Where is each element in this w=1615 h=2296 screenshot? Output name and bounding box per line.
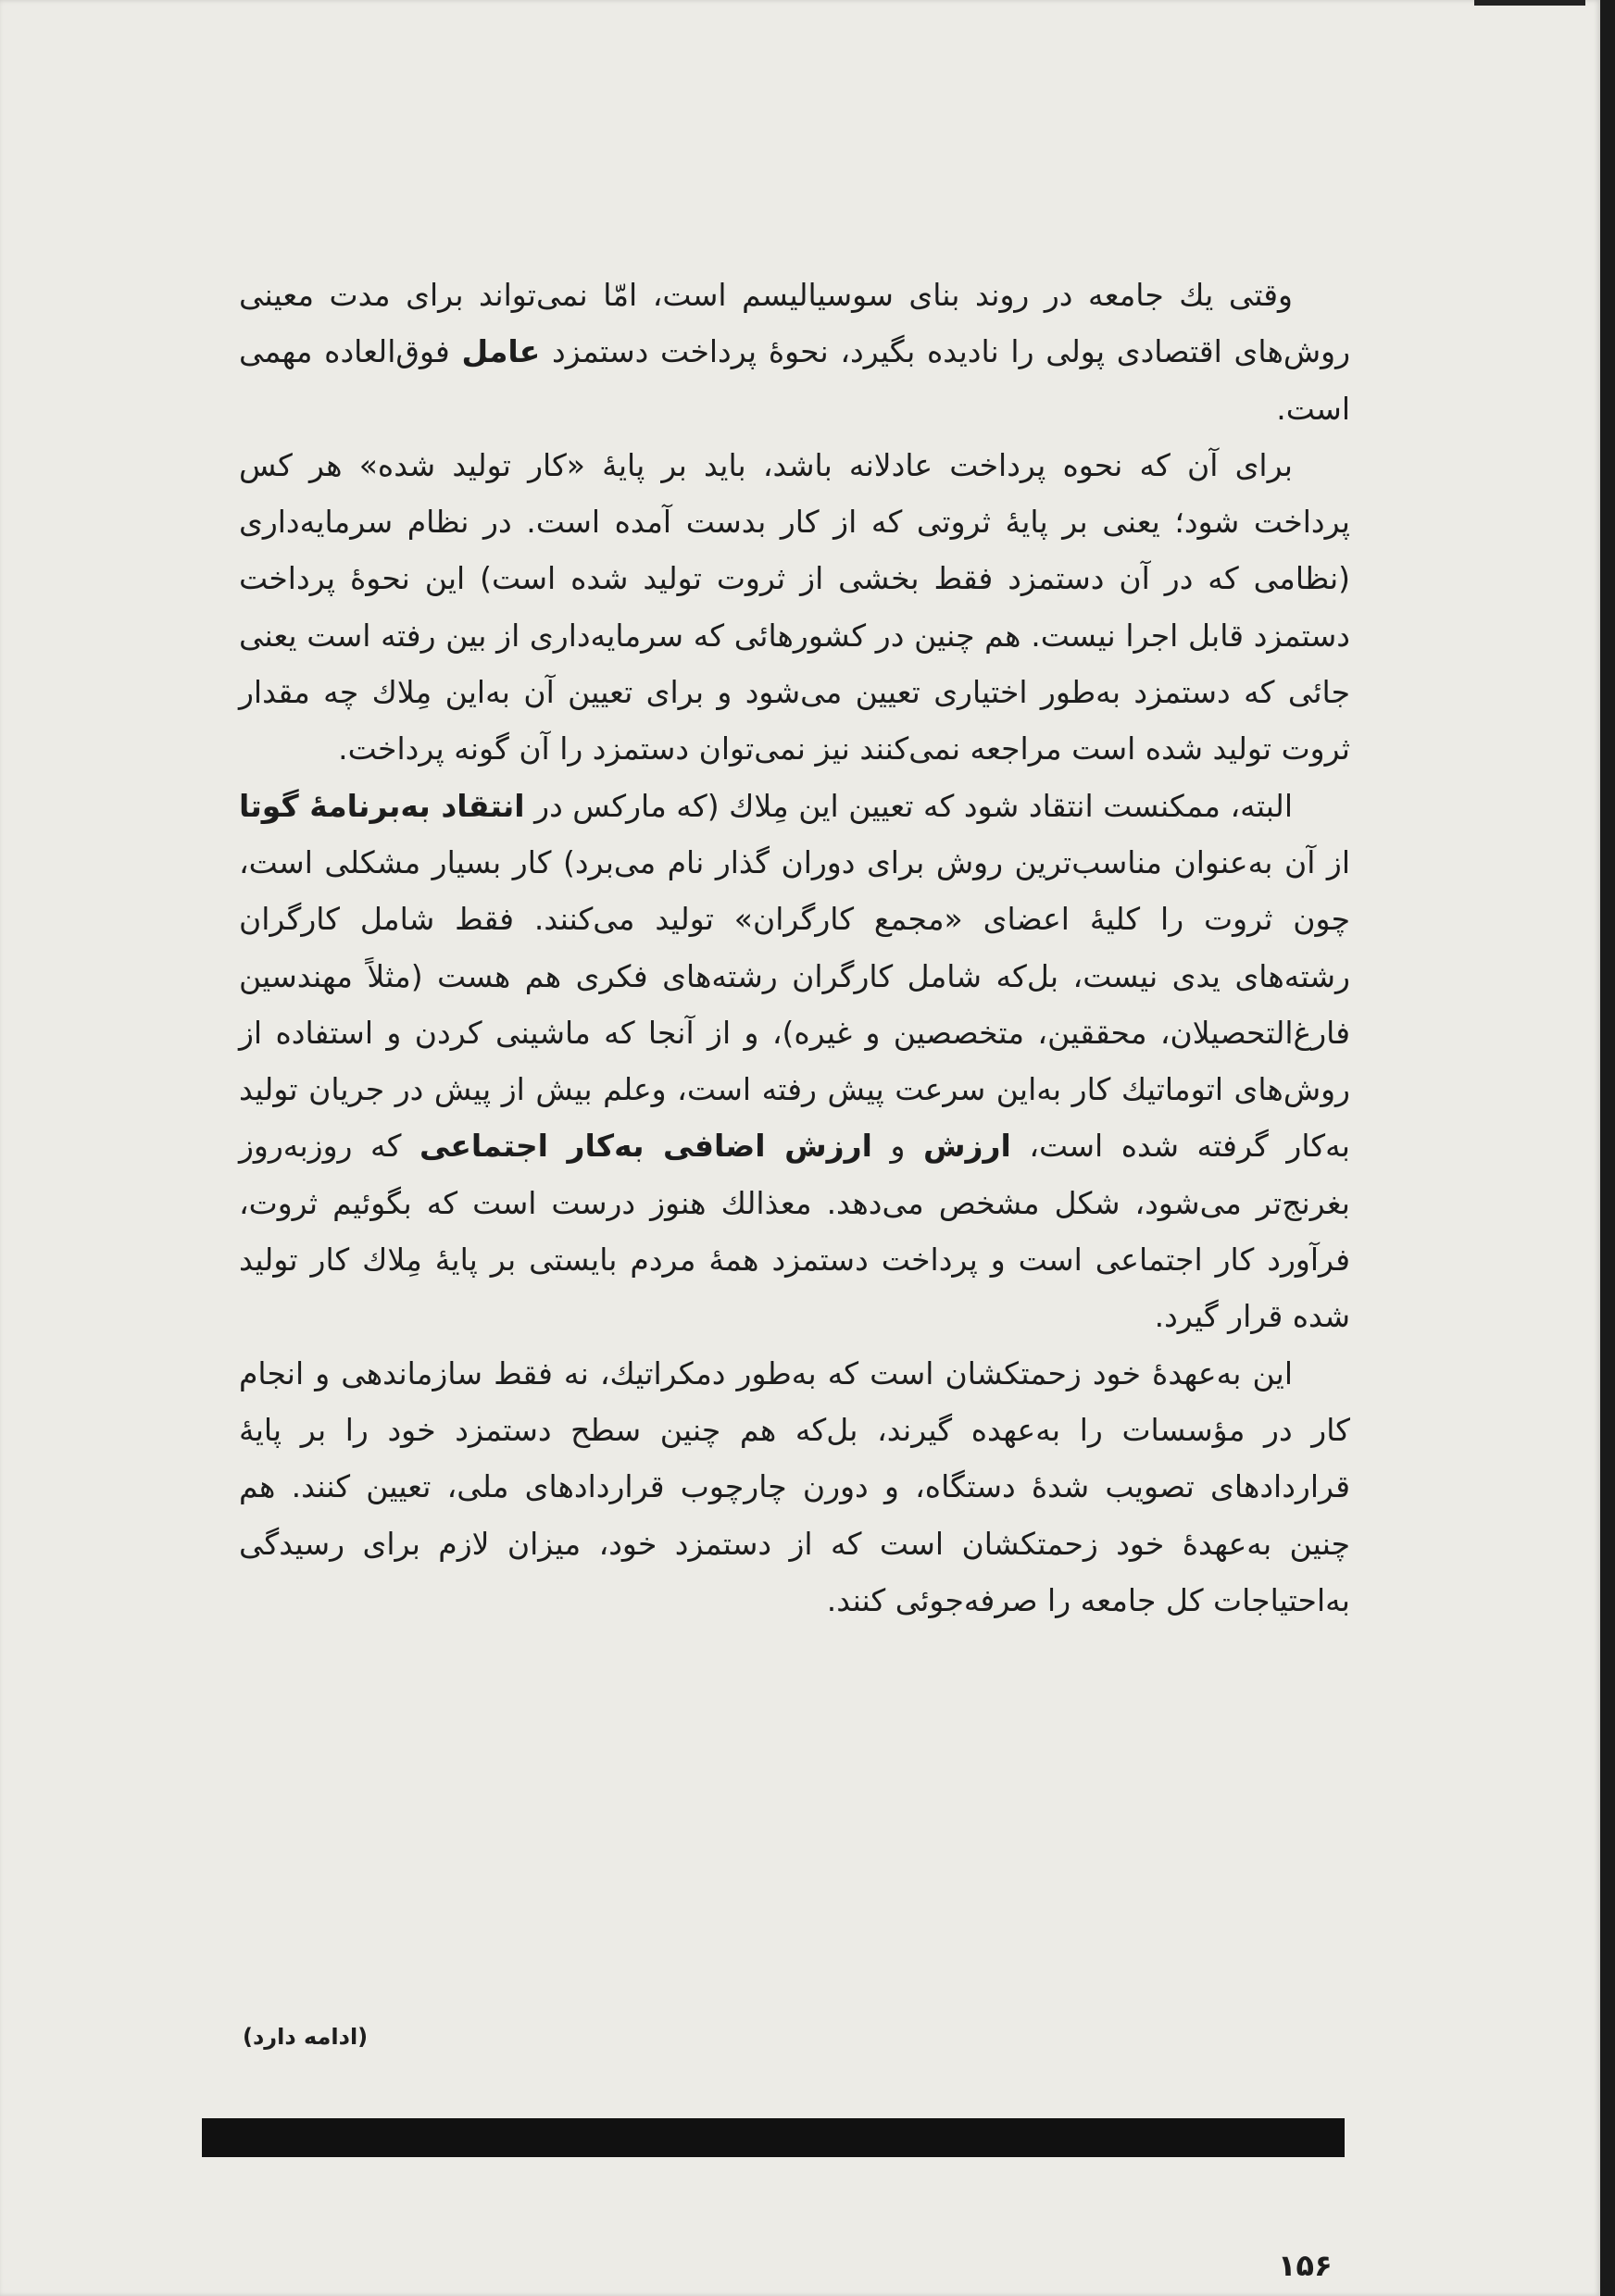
- paragraph-3-bold-value: ارزش: [922, 1128, 1011, 1165]
- paragraph-3: [239, 778, 1350, 1345]
- paragraph-3-bold-title: انتقاد به‌برنامهٔ گوتا: [239, 787, 525, 824]
- paragraph-4: [239, 1345, 1350, 1628]
- paragraph-4-text: این به‌عهدهٔ خود زحمتکشان است که به‌طور دمکراتیك، نه فقط سازماندهی و انجام کار در مؤسسات را به‌عهده گیرند، بل‌که هم چنین سطح دستمزد خود را بر پایهٔ قراردادهای تصویب شدهٔ دستگاه، و دورن چارچوب قراردادهای ملی، تعیین کنند. هم چنین به‌عهدهٔ خود زحمتکشان است که از دستمزد خود، میزان لازم برای رسیدگی به‌احتیاجات کل جامعه را صرفه‌جوئی کنند.: [239, 1354, 1350, 1618]
- paragraph-3-text-a: البته، ممکنست انتقاد شود که تعیین این مِلاك (که مارکس در: [524, 787, 1293, 824]
- paragraph-2: [239, 437, 1350, 778]
- paragraph-1-bold-term: عامل: [461, 333, 541, 370]
- top-edge-rule: [1474, 0, 1585, 6]
- paragraph-1-text-end: فوق‌العاده مهمی است.: [239, 333, 1350, 427]
- paragraph-3-text-b: از آن به‌عنوان مناسب‌ترین روش برای دوران گذار نام می‌برد) کار بسیار مشکلی است، چون ثروت را کلیهٔ اعضای «مجمع کارگران» تولید می‌کنند. فقط شامل کارگران رشته‌های یدی نیست، بل‌که شامل کارگران رشته‌های فکری هم هست (مثلاً مهندسین فارغ‌التحصیلان، محققین، متخصصین و غیره)، و از آنجا که ماشینی کردن و استفاده از روش‌های اتوماتیك کار به‌این سرعت پیش رفته است، وعلم بیش از پیش در جریان تولید به‌کار گرفته شده است،: [239, 843, 1350, 1165]
- paragraph-2-text: برای آن که نحوه پرداخت عادلانه باشد، باید بر پایهٔ «کار تولید شده» هر کس پرداخت شود؛ یعنی بر پایهٔ ثروتی که از کار بدست آمده است. در نظام سرمایه‌داری (نظامی که در آن دستمزد فقط بخشی از ثروت تولید شده است) این نحوهٔ پرداخت دستمزد قابل اجرا نیست. هم چنین در کشورهائی که سرمایه‌داری از بین رفته است یعنی جائی که دستمزد به‌طور اختیاری تعیین می‌شود و برای تعیین آن به‌این مِلاك چه مقدار ثروت تولید شده است مراجعه نمی‌کنند نیز نمی‌توان دستمزد را آن گونه پرداخت.: [239, 446, 1350, 767]
- paragraph-3-bold-surplus: ارزش اضافی به‌کار اجتماعی: [419, 1128, 872, 1165]
- paragraph-3-text-c: و: [871, 1128, 923, 1165]
- page-number: ۱۵۶: [1278, 2248, 1333, 2283]
- to-be-continued-note: (ادامه دارد): [243, 2024, 369, 2050]
- paragraph-3-text-d: که روزبه‌روز بغرنج‌تر می‌شود، شکل مشخص می‌دهد. معذالك هنوز درست است که بگوئیم ثروت، فرآورد کار اجتماعی است و پرداخت دستمزد همهٔ مردم بایستی بر پایهٔ مِلاك کار تولید شده قرار گیرد.: [239, 1128, 1350, 1335]
- article-body: [239, 267, 1350, 1628]
- paragraph-1-text: وقتی یك جامعه در روند بنای سوسیالیسم است، امّا نمی‌تواند برای مدت معینی روش‌های اقتصادی پولی را نادیده بگیرد، نحوهٔ پرداخت دستمزد: [239, 277, 1351, 370]
- footer-black-bar: [202, 2118, 1345, 2157]
- paragraph-1: [239, 267, 1350, 437]
